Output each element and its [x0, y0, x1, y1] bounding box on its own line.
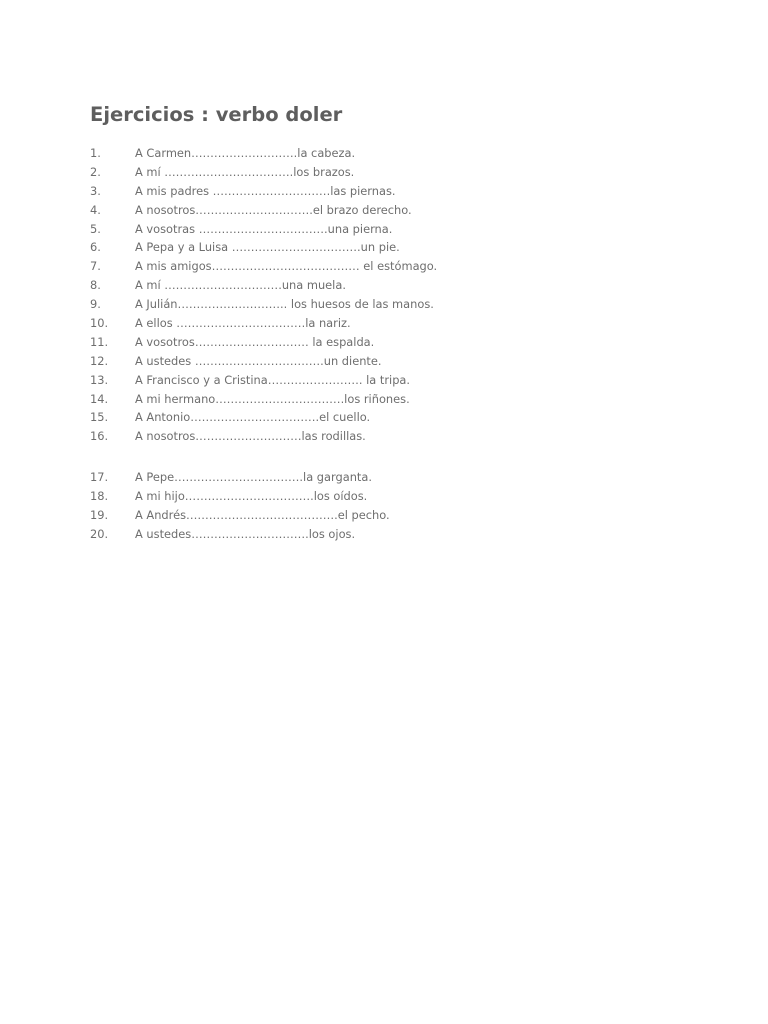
exercise-item: [90, 506, 730, 525]
exercise-item: [90, 144, 730, 163]
exercise-item: [90, 276, 730, 295]
page-title: Ejercicios : verbo doler: [90, 103, 343, 126]
exercise-number: 3.: [90, 183, 101, 198]
exercise-item: [90, 352, 730, 371]
exercise-item: [90, 220, 730, 239]
exercise-list: [90, 144, 730, 544]
exercise-item: [90, 238, 730, 257]
exercise-number: 4.: [90, 202, 101, 217]
exercise-sentence: A vosotras …………………………….una pierna.: [135, 221, 393, 236]
exercise-sentence: A mí …………………………….los brazos.: [135, 164, 355, 179]
exercise-number: 8.: [90, 278, 101, 293]
exercise-item: [90, 390, 730, 409]
exercise-item: [90, 163, 730, 182]
exercise-sentence: A mi hermano…………………………….los riñones.: [135, 391, 410, 406]
exercise-sentence: A ellos …………………………….la nariz.: [135, 316, 351, 331]
exercise-item: [90, 295, 730, 314]
exercise-item: [90, 487, 730, 506]
exercise-number: 12.: [90, 353, 109, 368]
exercise-number: 18.: [90, 488, 109, 503]
exercise-item: [90, 201, 730, 220]
exercise-item: [90, 314, 730, 333]
exercise-item: [90, 427, 730, 446]
exercise-item: [90, 257, 730, 276]
exercise-sentence: A Pepa y a Luisa …………………………….un pie.: [135, 240, 400, 255]
exercise-number: 20.: [90, 526, 109, 541]
exercise-sentence: A Carmen……………………….la cabeza.: [135, 146, 356, 160]
exercise-number: 13.: [90, 372, 109, 387]
exercise-sentence: A Andrés………………………………….el pecho.: [135, 507, 390, 522]
exercise-sentence: A mi hijo…………………………….los oídos.: [135, 488, 368, 503]
exercise-number: 5.: [90, 221, 101, 236]
exercise-item: [90, 525, 730, 544]
exercise-number: 2.: [90, 164, 101, 179]
exercise-sentence: A Antonio…………………………….el cuello.: [135, 410, 371, 425]
exercise-sentence: A mis amigos………………………………… el estómago.: [135, 259, 438, 274]
exercise-sentence: A ustedes………………………….los ojos.: [135, 526, 356, 541]
exercise-number: 19.: [90, 507, 109, 522]
exercise-item: [90, 408, 730, 427]
exercise-sentence: A Francisco y a Cristina……………………. la tripa.: [135, 372, 411, 387]
exercise-number: 7.: [90, 259, 101, 274]
exercise-sentence: A nosotros……………………….las rodillas.: [135, 429, 366, 444]
exercise-sentence: A ustedes …………………………….un diente.: [135, 353, 382, 368]
exercise-item: [90, 468, 730, 487]
exercise-number: 10.: [90, 316, 109, 331]
exercise-sentence: A mí ………………………….una muela.: [135, 278, 346, 293]
exercise-sentence: A Pepe…………………………….la garganta.: [135, 470, 372, 485]
exercise-number: 9.: [90, 297, 101, 312]
exercise-sentence: A nosotros………………………….el brazo derecho.: [135, 202, 412, 217]
exercise-sentence: A Julián……………………….. los huesos de las manos.: [135, 297, 434, 312]
exercise-number: 6.: [90, 240, 101, 255]
exercise-number: 17.: [90, 470, 109, 485]
exercise-number: 1.: [90, 146, 101, 160]
exercise-item: [90, 333, 730, 352]
exercise-number: 11.: [90, 334, 109, 349]
exercise-number: 15.: [90, 410, 109, 425]
exercise-sentence: A vosotros………………………… la espalda.: [135, 334, 375, 349]
exercise-sentence: A mis padres ………………………….las piernas.: [135, 183, 396, 198]
exercise-number: 14.: [90, 391, 109, 406]
exercise-item: [90, 371, 730, 390]
exercise-item: [90, 182, 730, 201]
exercise-number: 16.: [90, 429, 109, 444]
